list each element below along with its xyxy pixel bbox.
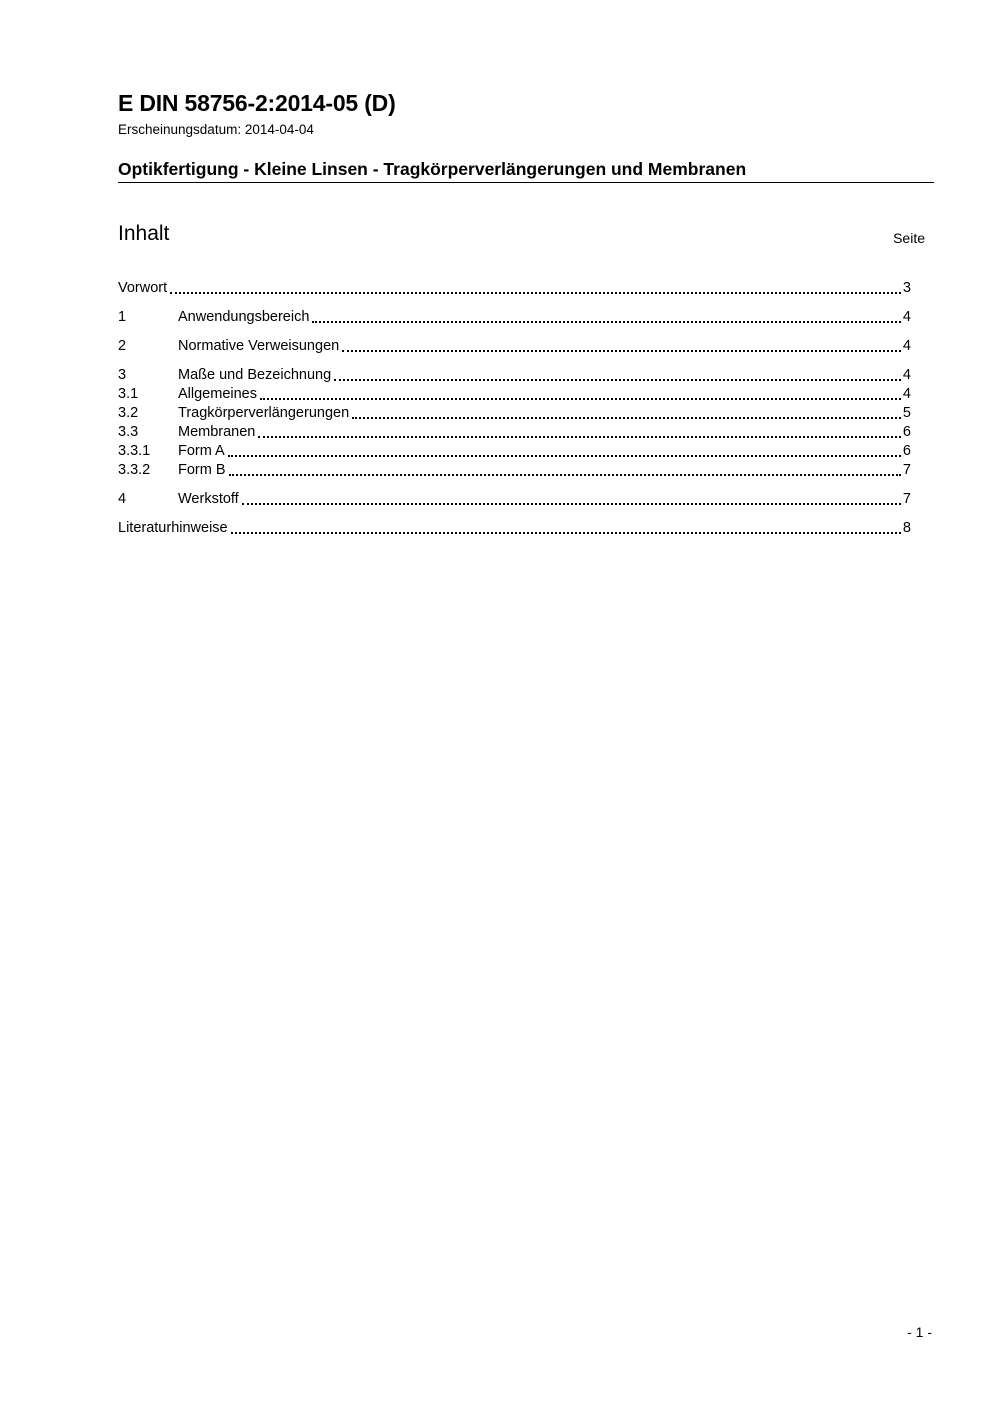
toc-entry-number: 4 xyxy=(118,491,127,507)
toc-entry-page: 4 xyxy=(902,386,911,402)
toc-leader-dots xyxy=(242,502,901,505)
toc-entry-page: 7 xyxy=(902,462,911,478)
document-id: E DIN 58756-2:2014-05 (D) xyxy=(118,90,396,116)
toc-leader-dots xyxy=(231,531,901,534)
toc-entry-title: Membranen xyxy=(178,424,256,440)
toc-heading: Inhalt xyxy=(118,222,170,245)
toc-entry-literaturhinweise[interactable] xyxy=(118,519,911,538)
toc-entry-number: 1 xyxy=(118,309,127,325)
toc-entry-page: 8 xyxy=(902,520,911,536)
toc-entry-1[interactable] xyxy=(118,308,911,327)
toc-page-column-label: Seite xyxy=(893,230,925,246)
toc-entry-page: 7 xyxy=(902,491,911,507)
toc-entry-page: 6 xyxy=(902,443,911,459)
toc-entry-number: 3.1 xyxy=(118,386,139,402)
toc-entry-title: Literaturhinweise xyxy=(118,520,228,536)
toc-entry-3-3[interactable] xyxy=(118,423,911,442)
toc-entry-number: 3 xyxy=(118,367,127,383)
toc-leader-dots xyxy=(352,416,901,419)
toc-entry-number: 3.3.1 xyxy=(118,443,151,459)
toc-entry-page: 4 xyxy=(902,309,911,325)
toc-entry-number: 3.3 xyxy=(118,424,139,440)
document-title: Optikfertigung - Kleine Linsen - Tragkörperverlängerungen und Membranen xyxy=(118,159,747,179)
toc-entry-title: Tragkörperverlängerungen xyxy=(178,405,350,421)
toc-entry-title: Allgemeines xyxy=(178,386,257,402)
toc-leader-dots xyxy=(258,435,901,438)
toc-leader-dots xyxy=(228,454,901,457)
toc-entry-3[interactable] xyxy=(118,366,911,385)
toc-entry-title: Form B xyxy=(178,462,226,478)
toc-entry-2[interactable] xyxy=(118,337,911,356)
toc-entry-title: Maße und Bezeichnung xyxy=(178,367,332,383)
toc-leader-dots xyxy=(342,349,901,352)
toc-entry-page: 5 xyxy=(902,405,911,421)
toc-entry-title: Vorwort xyxy=(118,280,168,296)
toc-leader-dots xyxy=(170,291,901,294)
toc-entry-page: 4 xyxy=(902,338,911,354)
toc-entry-title: Werkstoff xyxy=(178,491,239,507)
toc-entry-number: 2 xyxy=(118,338,127,354)
toc-leader-dots xyxy=(229,473,901,476)
title-divider xyxy=(118,182,934,183)
toc-leader-dots xyxy=(334,378,901,381)
toc-entry-page: 6 xyxy=(902,424,911,440)
toc-entry-page: 3 xyxy=(902,280,911,296)
publication-date: Erscheinungsdatum: 2014-04-04 xyxy=(118,122,314,137)
toc-entry-3-3-1[interactable] xyxy=(118,442,911,461)
toc-entry-number: 3.3.2 xyxy=(118,462,151,478)
toc-entry-3-2[interactable] xyxy=(118,404,911,423)
toc-leader-dots xyxy=(312,320,901,323)
toc-entry-3-1[interactable] xyxy=(118,385,911,404)
toc-entry-title: Form A xyxy=(178,443,225,459)
toc-entry-page: 4 xyxy=(902,367,911,383)
toc-entry-4[interactable] xyxy=(118,490,911,509)
toc-leader-dots xyxy=(260,397,901,400)
page-number: - 1 - xyxy=(907,1324,932,1340)
toc-entry-title: Anwendungsbereich xyxy=(178,309,310,325)
toc-entry-3-3-2[interactable] xyxy=(118,461,911,480)
toc-entry-vorwort[interactable] xyxy=(118,279,911,298)
toc-entry-title: Normative Verweisungen xyxy=(178,338,340,354)
toc-entry-number: 3.2 xyxy=(118,405,139,421)
